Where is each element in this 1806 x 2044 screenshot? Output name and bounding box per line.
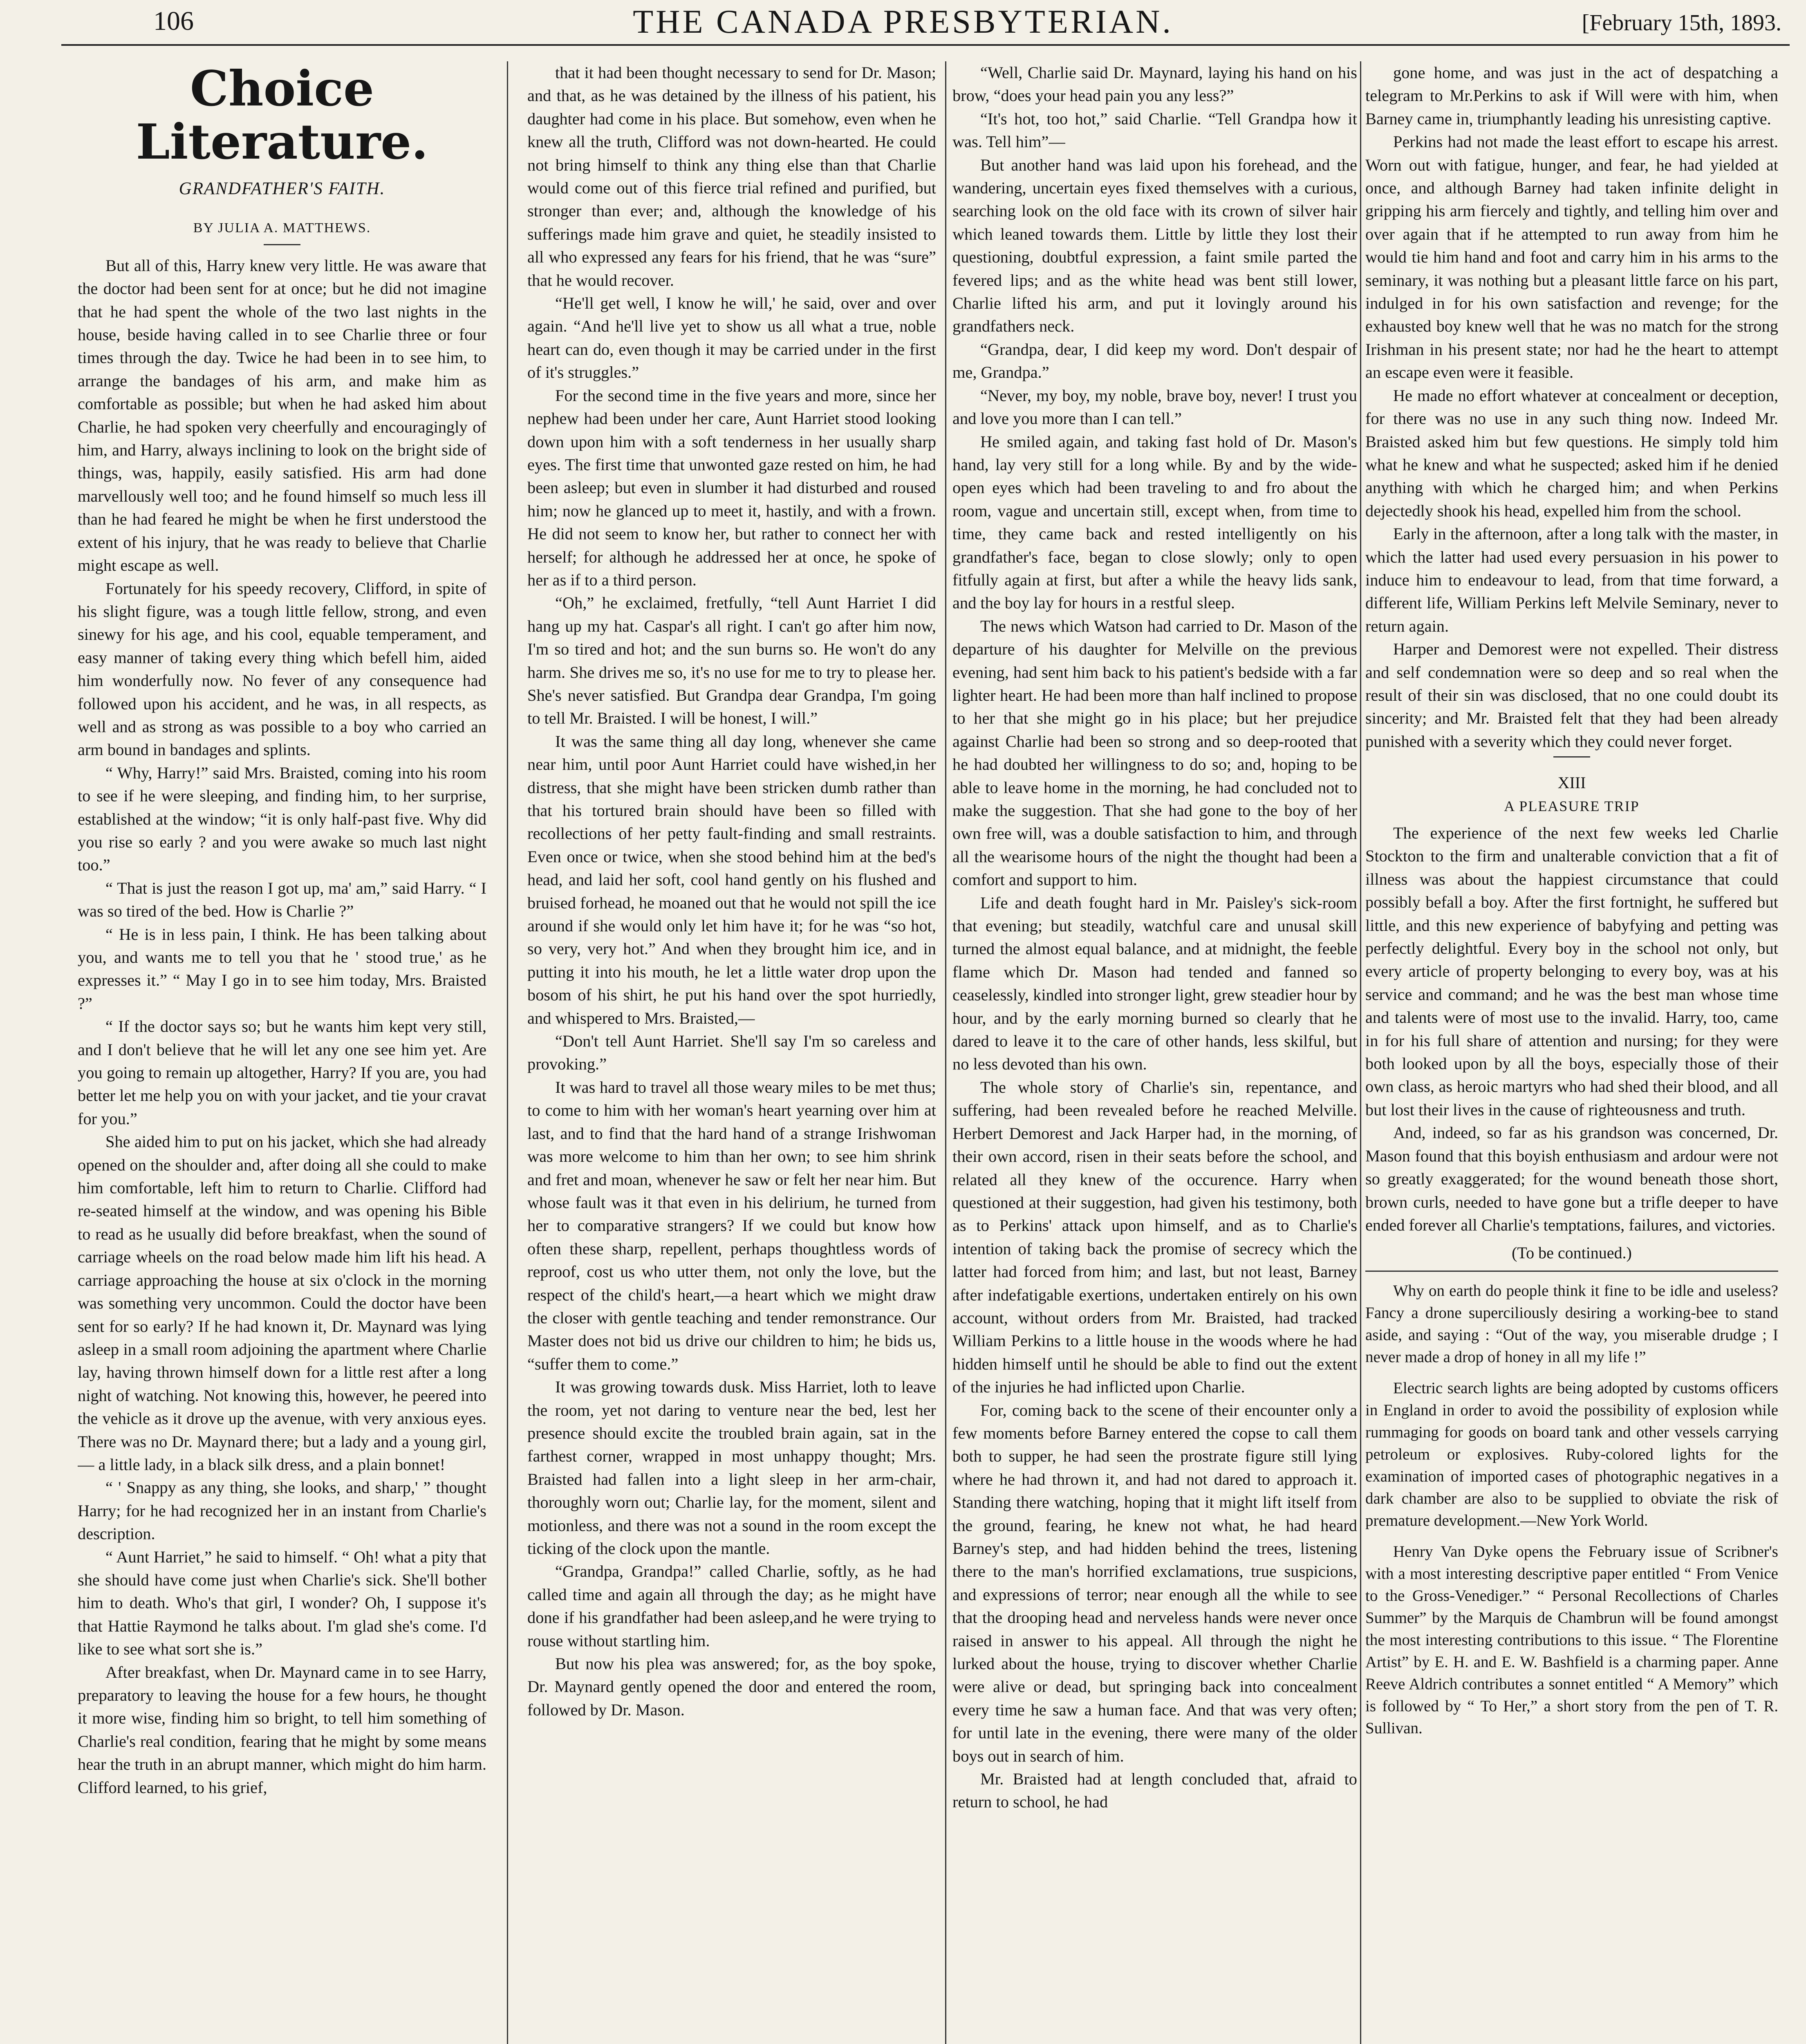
paragraph: “Oh,” he exclaimed, fretfully, “tell Aunt Harriet I did hang up my hat. Caspar's all right. I can't go after him now, I'm so tired and hot; and the sun burns so. He won't do any harm. She drives me so, it's no use for me to try to please her. She's never satisfied. But Grandpa dear Grandpa, I'm going to tell Mr. Braisted. I will be honest, I will.” xyxy=(527,594,936,728)
paragraph: It was hard to travel all those weary miles to be met thus; to come to him with her woman's heart yearning over him at last, and to find that the hard hand of a strange Irishwoman was more welcome to him than her own; to see him shrink and fret and moan, whenever he saw or felt her near him. But whose fault was it that even in his delirium, he turned from her to comparative strangers? If we could but know how often these sharp, repellent, perhaps thoughtless words of reproof, cost us who utter them, not only the love, but the respect of the child's heart,—a heart which we might draw the closer with gentle teaching and tender remonstrance. Our Master does not bid us drive our children to him; he bids us, “suffer them to come.” xyxy=(527,1078,936,1373)
newspaper-title: THE CANADA PRESBYTERIAN. xyxy=(633,3,1173,40)
column-4 xyxy=(1365,61,1778,2044)
paragraph: Early in the afternoon, after a long talk with the master, in which the latter had used every persuasion in his power to induce him to endeavour to lead, from that time forward, a different life, William Perkins left Melvile Seminary, never to return again. xyxy=(1365,524,1778,635)
paragraph: He made no effort whatever at concealment or deception, for there was no use in any such thing now. Indeed Mr. Braisted asked him but few questions. He simply told him what he knew and what he suspected; asked him if he denied anything with which he charged him; and when Perkins dejectedly shook his head, expelled him from the school. xyxy=(1365,386,1778,520)
chapter-body xyxy=(1365,822,1778,1237)
paragraph: “Never, my boy, my noble, brave boy, never! I trust you and love you more than I can tell.” xyxy=(952,386,1357,428)
paragraph: gone home, and was just in the act of despatching a telegram to Mr.Perkins to ask if Will were with him, when Barney came in, triumphantly leading his unresisting captive. xyxy=(1365,63,1778,128)
page-number: 106 xyxy=(153,6,194,36)
paragraph: that it had been thought necessary to send for Dr. Mason; and that, as he was detained by the illness of his patient, his daughter had come in his place. But somehow, even when he knew all the truth, Clifford was not down-hearted. He could not bring himself to think any thing else than that Charlie would come out of this fierce trial refined and purified, but stronger than ever; and, although the knowledge of his sufferings made him grave and quiet, he steadily insisted to all who expressed any fears for his friend, that he was “sure” that he would recover. xyxy=(527,63,936,289)
paragraph: Fortunately for his speedy recovery, Clifford, in spite of his slight figure, was a tough little fellow, strong, and even sinewy for his age, and his cool, equable temperament, and easy manner of taking every thing which befell him, aided him wonderfully now. No fever of any consequence had followed upon his accident, and he was, in all respects, as well and as strong as was possible to a boy who carried an arm bound in bandages and splints. xyxy=(78,579,486,759)
paragraph: But all of this, Harry knew very little. He was aware that the doctor had been sent for at once; but he did not imagine that he had spent the whole of the two last nights in the house, beside having called in to see Charlie three or four times through the day. Twice he had been in to see him, to arrange the bandages of his arm, and make him as comfortable as possible; but when he had asked him about Charlie, he had spoken very cheerfully and encouragingly of him, and Harry, always inclining to look on the bright side of things, was, happily, easily satisfied. His arm had done marvellously well too; and he found himself so much less ill than he had feared he might be when he first understood the extent of his injury, that he was ready to believe that Charlie might escape as well. xyxy=(78,256,486,575)
paragraph: For the second time in the five years and more, since her nephew had been under her care, Aunt Harriet stood looking down upon him with a soft tenderness in her usually sharp eyes. The first time that unwonted gaze rested on him, he had been asleep; but even in slumber it had disturbed and roused him; now he glanced up to meet it, hastily, and with a frown. He did not seem to know her, but rather to connect her with herself; for although he addressed her at once, he spoke of her as if to a third person. xyxy=(527,386,936,589)
paragraph: But another hand was laid upon his forehead, and the wandering, uncertain eyes fixed themselves with a curious, searching look on the old face with its crown of silver hair which leaned towards them. Little by little they lost their questioning, doubtful expression, a faint smile parted the fevered lips; and as the white head was bent still lower, Charlie lifted his arm, and put it lovingly around his grandfathers neck. xyxy=(952,155,1357,336)
paragraph: “ He is in less pain, I think. He has been talking about you, and wants me to tell you that he ' stood true,' as he expresses it.” “ May I go in to see him today, Mrs. Braisted ?” xyxy=(78,925,486,1013)
story-title: GRANDFATHER'S FAITH. xyxy=(179,179,385,198)
column-divider xyxy=(507,61,508,2044)
column-2-body xyxy=(527,61,936,1721)
masthead xyxy=(0,0,1806,45)
column-1-body xyxy=(78,254,486,1799)
paragraph: Harper and Demorest were not expelled. Their distress and self condemnation were so deep and so real when the result of their sin was disclosed, that no one could doubt its sincerity; and Mr. Braisted felt that they had been already punished with a severity which they could never forget. xyxy=(1365,640,1778,751)
paragraph: “ Why, Harry!” said Mrs. Braisted, coming into his room to see if he were sleeping, and finding him, to her surprise, established at the window; “it is only half-past five. Why did you rise so early ? and you were awake so much last night too.” xyxy=(78,763,486,874)
paragraph: The whole story of Charlie's sin, repentance, and suffering, had been revealed before he reached Melville. Herbert Demorest and Jack Harper had, in the morning, of their own accord, risen in their seats before the school, and related all they knew of the occurence. Harry when questioned at their suggestion, had given his testimony, both as to Perkins' attack upon himself, and as to Charlie's intention of taking back the promise of secrecy which the latter had forced from him; and last, but not least, Barney after indefatigable exertions, undertaken entirely on his own account, without orders from Mr. Braisted, had tracked William Perkins to a little house in the woods where he had hidden himself until he should be able to find out the extent of the injuries he had inflicted upon Charlie. xyxy=(952,1078,1357,1396)
paragraph: “Well, Charlie said Dr. Maynard, laying his hand on his brow, “does your head pain you any less?” xyxy=(952,63,1357,105)
column-3 xyxy=(952,61,1357,2044)
paragraph: Electric search lights are being adopted by customs officers in England in order to avoid the possibility of explosion while rummaging for goods on board tank and other vessels carrying petroleum or explosives. Ruby-colored lights for the examination of imported cases of photographic negatives in a dark chamber are also to be supplied to obviate the risk of premature development.—New York World. xyxy=(1365,1379,1778,1529)
paragraph: “ That is just the reason I got up, ma' am,” said Harry. “ I was so tired of the bed. How is Charlie ?” xyxy=(78,879,486,921)
rule xyxy=(1365,1271,1778,1272)
paragraph: “ Aunt Harriet,” he said to himself. “ Oh! what a pity that she should have come just when Charlie's sick. She'll bother him to death. Who's that girl, I wonder? Oh, I suppose it's that Hattie Raymond he talks about. I'm glad she's come. I'd like to see what sort she is.” xyxy=(78,1547,486,1659)
column-2 xyxy=(527,61,936,2044)
rule xyxy=(264,244,300,245)
paragraph: Mr. Braisted had at length concluded that, afraid to return to school, he had xyxy=(952,1770,1357,1811)
paragraph: “ If the doctor says so; but he wants him kept very still, and I don't believe that he will let any one see him yet. Are you going to remain up altogether, Harry? If you are, you had better let me help you on with your jacket, and tie your cravat for you.” xyxy=(78,1017,486,1128)
paragraph: “Grandpa, dear, I did keep my word. Don't despair of me, Grandpa.” xyxy=(952,340,1357,382)
column-3-body xyxy=(952,61,1357,1814)
paragraph: The experience of the next few weeks led Charlie Stockton to the firm and unalterable conviction that a fit of illness was about the happiest circumstance that could possibly befall a boy. After the first fortnight, he suffered but little, and this new experience of babyfying and petting was perfectly delightful. Every boy in the school not only, but every article of property belonging to every boy, was at his service and command; and he was the best man whose time and talents were of most use to the invalid. Harry, too, came in for his full share of attention and nursing; for they were both looked upon by all the boys, especially those of their own class, as heroic martyrs who had shed their blood, and all but lost their lives in the cause of righteousness and truth. xyxy=(1365,824,1778,1119)
paragraph: Why on earth do people think it fine to be idle and useless? Fancy a drone superciliously desiring a working-bee to stand aside, and saying : “Out of the way, you miserable drudge ; I never made a drop of honey in all my life !” xyxy=(1365,1282,1778,1366)
column-4-body xyxy=(1365,61,1778,753)
column-divider xyxy=(945,61,946,2044)
paragraph: For, coming back to the scene of their encounter only a few moments before Barney entered the copse to call them both to supper, he had seen the prostrate figure still lying where he had thrown it, and had not dared to approach it. Standing there watching, hoping that it might lift itself from the ground, fearing, he knew not what, he had heard Barney's step, and had hidden behind the trees, listening there to the man's horrified exclamations, true suspicions, and expressions of terror; near enough all the while to see that the drooping head and nerveless hands were never once raised in answer to his appeal. All through the night he lurked about the house, trying to discover whether Charlie were alive or dead, but springing back into concealment every time he saw a human face. And that was very often; for until late in the evening, there were many of the older boys out in search of him. xyxy=(952,1401,1357,1765)
notes-body xyxy=(1365,1280,1778,1739)
paragraph: But now his plea was answered; for, as the boy spoke, Dr. Maynard gently opened the door and entered the room, followed by Dr. Mason. xyxy=(527,1654,936,1719)
paragraph: “It's hot, too hot,” said Charlie. “Tell Grandpa how it was. Tell him”— xyxy=(952,109,1357,151)
paragraph: “He'll get well, I know he will,' he said, over and over again. “And he'll live yet to show us all what a true, noble heart can do, even though it may be carried under in the first of it's struggles.” xyxy=(527,294,936,382)
to-be-continued: (To be continued.) xyxy=(1512,1244,1632,1262)
paragraph: The news which Watson had carried to Dr. Mason of the departure of his daughter for Melville on the previous evening, had sent him back to his patient's bedside with a far lighter heart. He had been more than half inclined to propose to her that she might go in his place; but her prejudice against Charlie had been so strong and so deep-rooted that he had doubted her willingness to do so; and, hoping to be able to leave home in the morning, he had concluded not to make the suggestion. That she had gone to the boy of her own free will, was a double satisfaction to him, and through all the wearisome hours of the night the thought had been a comfort and support to him. xyxy=(952,616,1357,889)
issue-date: [February 15th, 1893. xyxy=(1582,10,1781,36)
chapter-title: A PLEASURE TRIP xyxy=(1504,798,1640,814)
column-1 xyxy=(78,61,486,2044)
paragraph: He smiled again, and taking fast hold of Dr. Mason's hand, lay very still for a long while. By and by the wide-open eyes which had been traveling to and fro about the room, vague and uncertain still, except when, from time to time, they came back and rested intelligently on his grandfather's face, began to close slowly; only to open fitfully again at first, but after a while the heavy lids sank, and the boy lay for hours in a restful sleep. xyxy=(952,432,1357,612)
paragraph: Life and death fought hard in Mr. Paisley's sick-room that evening; but steadily, watchful care and unusal skill turned the almost equal balance, and at midnight, the feeble flame which Dr. Mason had tended and fanned so ceaselessly, kindled into stronger light, grew steadier hour by hour, and by the early morning burned so clearly that he dared to leave it to the care of other hands, less skilful, but no less devoted than his own. xyxy=(952,893,1357,1074)
paragraph: It was growing towards dusk. Miss Harriet, loth to leave the room, yet not daring to venture near the bed, lest her presence should excite the troubled brain again, sat in the farthest corner, wrapped in most unhappy thought; Mrs. Braisted had fallen into a light sleep in her arm-chair, thoroughly worn out; Charlie lay, for the moment, silent and motionless, and there was not a sound in the room except the ticking of the clock upon the mantle. xyxy=(527,1378,936,1558)
paragraph: It was the same thing all day long, whenever she came near him, until poor Aunt Harriet could have wished,in her distress, that she might have been stricken dumb rather than that his tortured brain should have been so filled with recollections of her petty fault-finding and small restraints. Even once or twice, when she stood behind him at the bed's head, and laid her soft, cool hand gently on his flushed and bruised forhead, he moaned out that he would not spill the ice around if she would only let him have it; for he was “so hot, so very, very hot.” And when they brought him ice, and in putting it into his mouth, he let a little water drop upon the bosom of his shirt, he put his hand over the spot hurriedly, and whispered to Mrs. Braisted,— xyxy=(527,732,936,1027)
header-rule xyxy=(61,44,1790,46)
paragraph: “Don't tell Aunt Harriet. She'll say I'm so careless and provoking.” xyxy=(527,1032,936,1074)
rule xyxy=(1553,756,1590,758)
paragraph: And, indeed, so far as his grandson was concerned, Dr. Mason found that this boyish enthusiasm and ardour were not so greatly exaggerated; for the wound beneath those short, brown curls, needed to have gone but a trifle deeper to have ended forever all Charlie's temptations, failures, and victories. xyxy=(1365,1123,1778,1234)
paragraph: She aided him to put on his jacket, which she had already opened on the shoulder and, after doing all she could to make him comfortable, left him to return to Charlie. Clifford had re-seated himself at the window, and was opening his Bible to read as he usually did before breakfast, when the sound of carriage wheels on the road below made him lift his head. A carriage approaching the house at six o'clock in the morning was something very uncommon. Could the doctor have been sent for so early? If he had known it, Dr. Maynard was lying asleep in a small room adjoining the apartment where Charlie lay, having thrown himself down for a little rest after a long night of watching. Not knowing this, however, he peered into the vehicle as it drove up the avenue, with very anxious eyes. There was no Dr. Maynard there; but a lady and a young girl,— a little lady, in a black silk dress, and a plain bonnet! xyxy=(78,1132,486,1474)
section-title: Choice Literature. xyxy=(136,61,428,170)
paragraph: Perkins had not made the least effort to escape his arrest. Worn out with fatigue, hunger, and fear, he had yielded at once, and although Barney had taken infinite delight in gripping his arm fiercely and tightly, and telling him over and over again that if he attempted to run away from him he would tie him hand and foot and carry him in his arms to the seminary, it was nothing but a pleasant little farce on his part, indulged in for his own satisfaction and revenge; for the exhausted boy knew well that he was no match for the strong Irishman in his present state; nor had he the heart to attempt an escape even were it feasible. xyxy=(1365,132,1778,382)
chapter-number: XIII xyxy=(1557,773,1586,792)
paragraph: “ ' Snappy as any thing, she looks, and sharp,' ” thought Harry; for he had recognized her in an instant from Charlie's description. xyxy=(78,1478,486,1543)
column-divider xyxy=(1360,61,1361,2044)
paragraph: Henry Van Dyke opens the February issue of Scribner's with a most interesting descriptive paper entitled “ From Venice to the Gross-Venediger.” “ Personal Recollections of Charles Summer” by the Marquis de Chambrun will be found amongst the most interesting contributions to this issue. “ The Florentine Artist” by E. H. and E. W. Bashfield is a charming paper. Anne Reeve Aldrich contributes a sonnet entitled “ A Memory” which is followed by “ To Her,” a short story from the pen of T. R. Sullivan. xyxy=(1365,1542,1778,1737)
paragraph: “Grandpa, Grandpa!” called Charlie, softly, as he had called time and again all through the day; as he might have done if his grandfather had been asleep,and he were trying to rouse without startling him. xyxy=(527,1562,936,1650)
paragraph: After breakfast, when Dr. Maynard came in to see Harry, preparatory to leaving the house for a few hours, he thought it more wise, finding him so bright, to tell him something of Charlie's real condition, fearing that he might by some means hear the truth in an abrupt manner, which might do him harm. Clifford learned, to his grief, xyxy=(78,1663,486,1797)
byline: BY JULIA A. MATTHEWS. xyxy=(193,220,371,236)
